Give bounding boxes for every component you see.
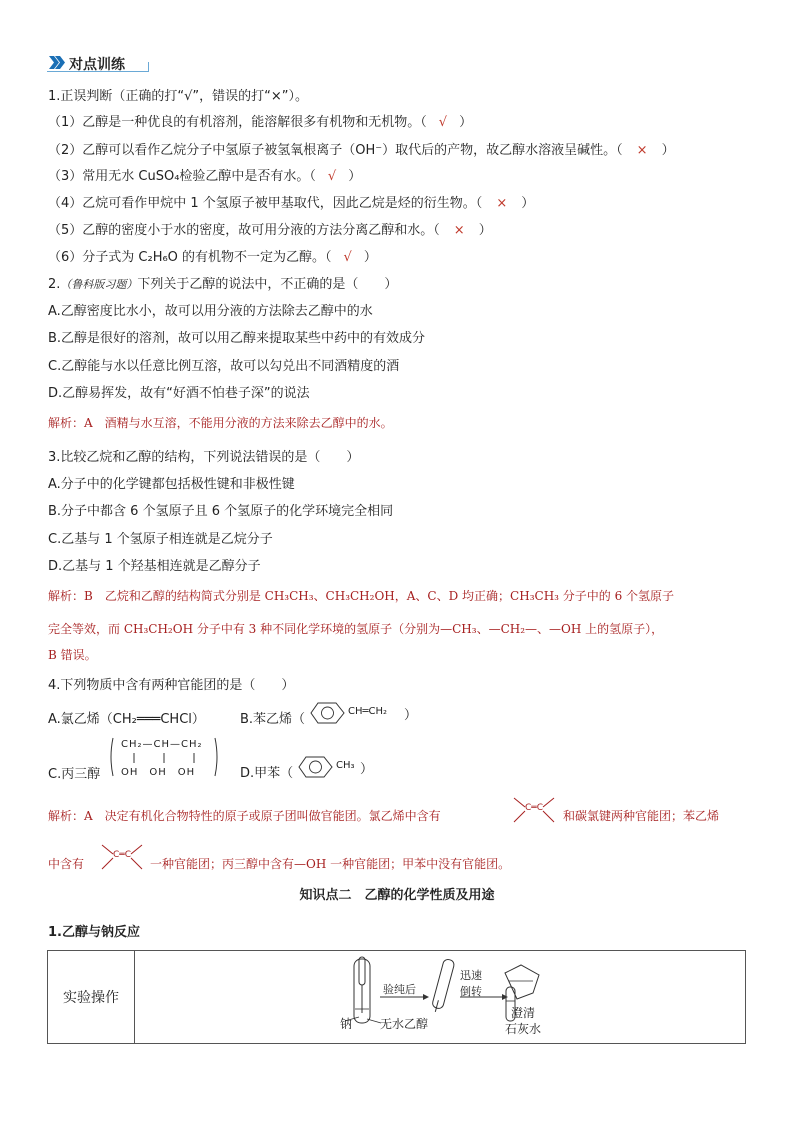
subsection-title: 1.乙醇与钠反应: [48, 925, 140, 940]
label-fast: 迅速: [460, 969, 482, 982]
table-label: 实验操作: [63, 990, 119, 1006]
table-figure-cell: [135, 951, 746, 1044]
q1-item-1: （1）乙醇是一种优良的有机溶剂，能溶解很多有机物和无机物。（ √ ）: [48, 115, 473, 130]
glycerol-top: CH₂—CH—CH₂: [121, 739, 203, 750]
q4-option-d-group: CH₃: [336, 760, 355, 771]
answer-mark: ×: [496, 196, 508, 211]
q4-option-b-close: ）: [404, 708, 418, 723]
answer-mark: ×: [636, 143, 648, 158]
q4-analysis-part-4: 一种官能团；丙三醇中含有—OH 一种官能团；甲苯中没有官能团。: [150, 857, 511, 871]
q4-stem: 4.下列物质中含有两种官能团的是（ ）: [48, 678, 295, 693]
q3-option-b: B.分子中都含 6 个氢原子且 6 个氢原子的化学环境完全相同: [48, 504, 394, 519]
q4-analysis-part-1: 解析：A 决定有机化合物特性的原子或原子团叫做官能团。氯乙烯中含有: [48, 809, 441, 823]
q2-option-b: B.乙醇是很好的溶剂，故可以用乙醇来提取某些中药中的有效成分: [48, 331, 426, 346]
knowledge-point-title: 知识点二 乙醇的化学性质及用途: [299, 888, 495, 903]
q3-analysis-line-3: B 错误。: [48, 648, 97, 662]
q4-option-b: B.苯乙烯（: [240, 712, 306, 727]
q4-option-a: A.氯乙烯（CH₂═══CHCl）: [48, 712, 205, 727]
q4-option-c: C.丙三醇: [48, 767, 101, 782]
section-title: 对点训练: [69, 57, 125, 73]
q3-option-a: A.分子中的化学键都包括极性键和非极性键: [48, 477, 295, 492]
table-label-cell: [48, 951, 135, 1044]
q2-analysis: 解析：A 酒精与水互溶，不能用分液的方法来除去乙醇中的水。: [48, 416, 393, 430]
q3-analysis-line-1: 解析：B 乙烷和乙醇的结构简式分别是 CH₃CH₃、CH₃CH₂OH，A、C、D 均正确；CH₃CH₃ 分子中的 6 个氢原子: [48, 589, 675, 603]
section-heading: [47, 54, 149, 72]
q2-option-d: D.乙醇易挥发，故有“好酒不怕巷子深”的说法: [48, 386, 310, 401]
q3-stem: 3.比较乙烷和乙醇的结构，下列说法错误的是（ ）: [48, 450, 360, 465]
benzene-ring-icon: [298, 754, 334, 780]
q3-option-d: D.乙基与 1 个羟基相连就是乙醇分子: [48, 559, 261, 574]
label-check: 验纯后: [383, 983, 416, 996]
double-chevron-icon: [49, 56, 65, 69]
label-clear: 澄清: [511, 1006, 536, 1020]
answer-mark: √: [343, 250, 352, 265]
q3-option-c: C.乙基与 1 个氢原子相连就是乙烷分子: [48, 532, 273, 547]
q4-option-d-close: ）: [360, 762, 374, 777]
q1-item-2: （2）乙醇可以看作乙烷分子中氢原子被氢氧根离子（OH⁻）取代后的产物，故乙醇水溶液呈碱性。（ × ）: [48, 143, 675, 158]
answer-mark: √: [327, 169, 337, 184]
svg-text:C═C: C═C: [525, 803, 543, 813]
experiment-diagram: [135, 951, 747, 1043]
q4-option-b-group: CH═CH₂: [348, 706, 388, 717]
q3-analysis-line-2: 完全等效，而 CH₃CH₂OH 分子中有 3 种不同化学环境的氢原子（分别为—CH₃、—CH₂—、—OH 上的氢原子），: [48, 622, 664, 636]
q2-source: （鲁科版习题）: [60, 278, 138, 291]
q1-stem: 1.正误判断（正确的打“√”，错误的打“×”）。: [48, 89, 309, 104]
q2-option-a: A.乙醇密度比水小，故可以用分液的方法除去乙醇中的水: [48, 304, 373, 319]
cc-double-bond-icon: [98, 840, 146, 874]
q1-item-4: （4）乙烷可看作甲烷中 1 个氢原子被甲基取代，因此乙烷是烃的衍生物。（ × ）: [48, 196, 535, 211]
q4-option-d: D.甲苯（: [240, 766, 294, 781]
label-sodium: 钠: [340, 1017, 353, 1031]
q4-analysis-part-2: 和碳氯键两种官能团；苯乙烯: [563, 809, 720, 823]
glycerol-bottom: OH OH OH: [121, 767, 196, 778]
label-limewater: 石灰水: [505, 1022, 542, 1036]
svg-text:C═C: C═C: [113, 850, 131, 860]
label-invert: 倒转: [460, 985, 482, 998]
q4-analysis-part-3: 中含有: [48, 857, 85, 871]
experiment-table: [47, 950, 746, 1044]
cc-double-bond-icon: [510, 793, 558, 827]
label-ethanol: 无水乙醇: [380, 1017, 429, 1031]
q2-option-c: C.乙醇能与水以任意比例互溶，故可以勾兑出不同酒精度的酒: [48, 359, 400, 374]
q2-stem: 2.（鲁科版习题）下列关于乙醇的说法中，不正确的是（ ）: [48, 277, 398, 292]
q1-item-5: （5）乙醇的密度小于水的密度，故可用分液的方法分离乙醇和水。（ × ）: [48, 223, 492, 238]
benzene-ring-icon: [310, 700, 346, 726]
q1-item-3: （3）常用无水 CuSO₄检验乙醇中是否有水。（ √ ）: [48, 169, 362, 184]
answer-mark: √: [438, 115, 448, 130]
answer-mark: ×: [453, 223, 465, 238]
q1-item-6: （6）分子式为 C₂H₆O 的有机物不一定为乙醇。（ √ ）: [48, 250, 377, 265]
